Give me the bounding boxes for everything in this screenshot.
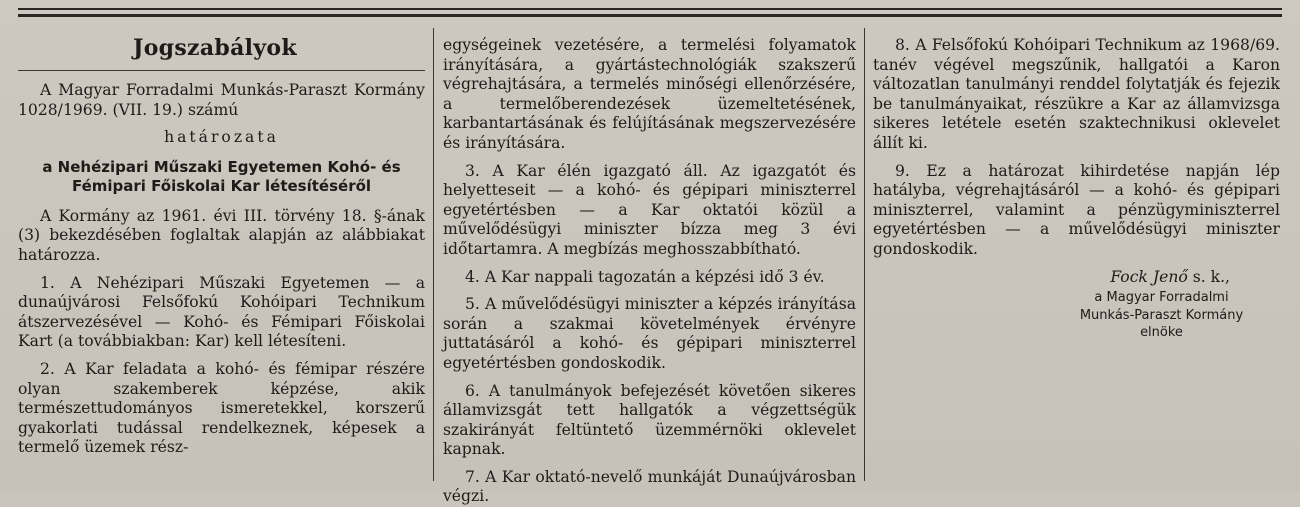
point-2-part-1: 2. A Kar feladata a kohó- és fémipar részére olyan szakemberek képzése, akik természettudományos ismeretekkel, korszerű gyakorlati tudással rendelkeznek, képesek a termelő üzemek rész- xyxy=(18,359,425,457)
column-3 xyxy=(873,36,1280,483)
decision-word: határozata xyxy=(164,128,279,147)
signature-name xyxy=(873,268,1230,288)
point-1: 1. A Nehézipari Műszaki Egyetemen — a dunaújvárosi Felsőfokú Kohóipari Technikum átszervezésével — Kohó- és Fémipari Főiskolai Kart (a továbbiakban: Kar) kell létesíteni. xyxy=(18,273,425,351)
point-5: 5. A művelődésügyi miniszter a képzés irányítása során a szakmai követelmények érvényre juttatásáról a kohó- és gépipari miniszterrel egyetértésben gondoskodik. xyxy=(443,295,856,372)
signature-title xyxy=(1043,289,1280,342)
column-divider-1 xyxy=(433,28,434,481)
signer-name: Fock Jenő xyxy=(1110,267,1188,286)
point-9: 9. Ez a határozat kihirdetése napján lép hatályba, végrehajtásáról — a kohó- és gépipari miniszterrel, valamint a pénzügyminiszterrel egyetértésben — a művelődésügyi miniszter gondoskodik. xyxy=(873,161,1280,258)
point-6: 6. A tanulmányok befejezését követően sikeres államvizsgát tett hallgatók a végzettségük szakirányát feltüntető üzemmérnöki oklevelet kapnak. xyxy=(443,381,856,459)
preamble-paragraph: A Kormány az 1961. évi III. törvény 18. §-ának (3) bekezdésében foglaltak alapján az alábbiakat határozza. xyxy=(18,206,425,264)
signature-line-2: Munkás-Paraszt Kormány xyxy=(1079,307,1244,323)
title-underline xyxy=(18,70,425,71)
point-7: 7. A Kar oktató-nevelő munkáját Dunaújvárosban végzi. xyxy=(443,467,856,506)
section-title: Jogszabályok xyxy=(133,35,297,61)
point-4: 4. A Kar nappali tagozatán a képzési idő 3 év. xyxy=(465,267,825,286)
column-2 xyxy=(443,36,856,506)
intro-paragraph: A Magyar Forradalmi Munkás-Paraszt Kormány 1028/1969. (VII. 19.) számú xyxy=(18,81,425,119)
point-8: 8. A Felsőfokú Kohóipari Technikum az 1968/69. tanév végével megszűnik, hallgatói a Karon változatlan tanulmányi renddel folytatják és fejezik be tanulmányaikat, részükre a Kar az államvizsga sikeres letétele esetén szaktechnikusi oklevelet állít ki. xyxy=(873,36,1280,152)
point-2-part-2: egységeinek vezetésére, a termelési folyamatok irányítására, a gyártástechnológiák szakszerű végrehajtására, a termelés minőségi ellenőrzésére, a termelőberendezések üzemeltetésének, karbantartásának és felújításának megszervezésére és irányítására. xyxy=(443,36,856,152)
signature-line-1: a Magyar Forradalmi xyxy=(1094,290,1229,306)
top-rule-thick xyxy=(18,14,1282,17)
decision-subject: a Nehézipari Műszaki Egyetemen Kohó- és Fémipari Főiskolai Kar létesítéséről xyxy=(42,157,401,196)
signature-suffix: s. k., xyxy=(1192,267,1230,286)
top-rule-thin xyxy=(18,8,1282,10)
signature-line-3: elnöke xyxy=(1140,325,1183,341)
column-1 xyxy=(18,28,425,483)
column-divider-2 xyxy=(864,28,865,481)
point-3: 3. A Kar élén igazgató áll. Az igazgatót és helyetteseit — a kohó- és gépipari miniszterrel egyetértésben — a Kar oktatói közül a művelődésügyi miniszter bízza meg 3 évi időtartamra. A megbízás meghosszabbítható. xyxy=(443,161,856,258)
